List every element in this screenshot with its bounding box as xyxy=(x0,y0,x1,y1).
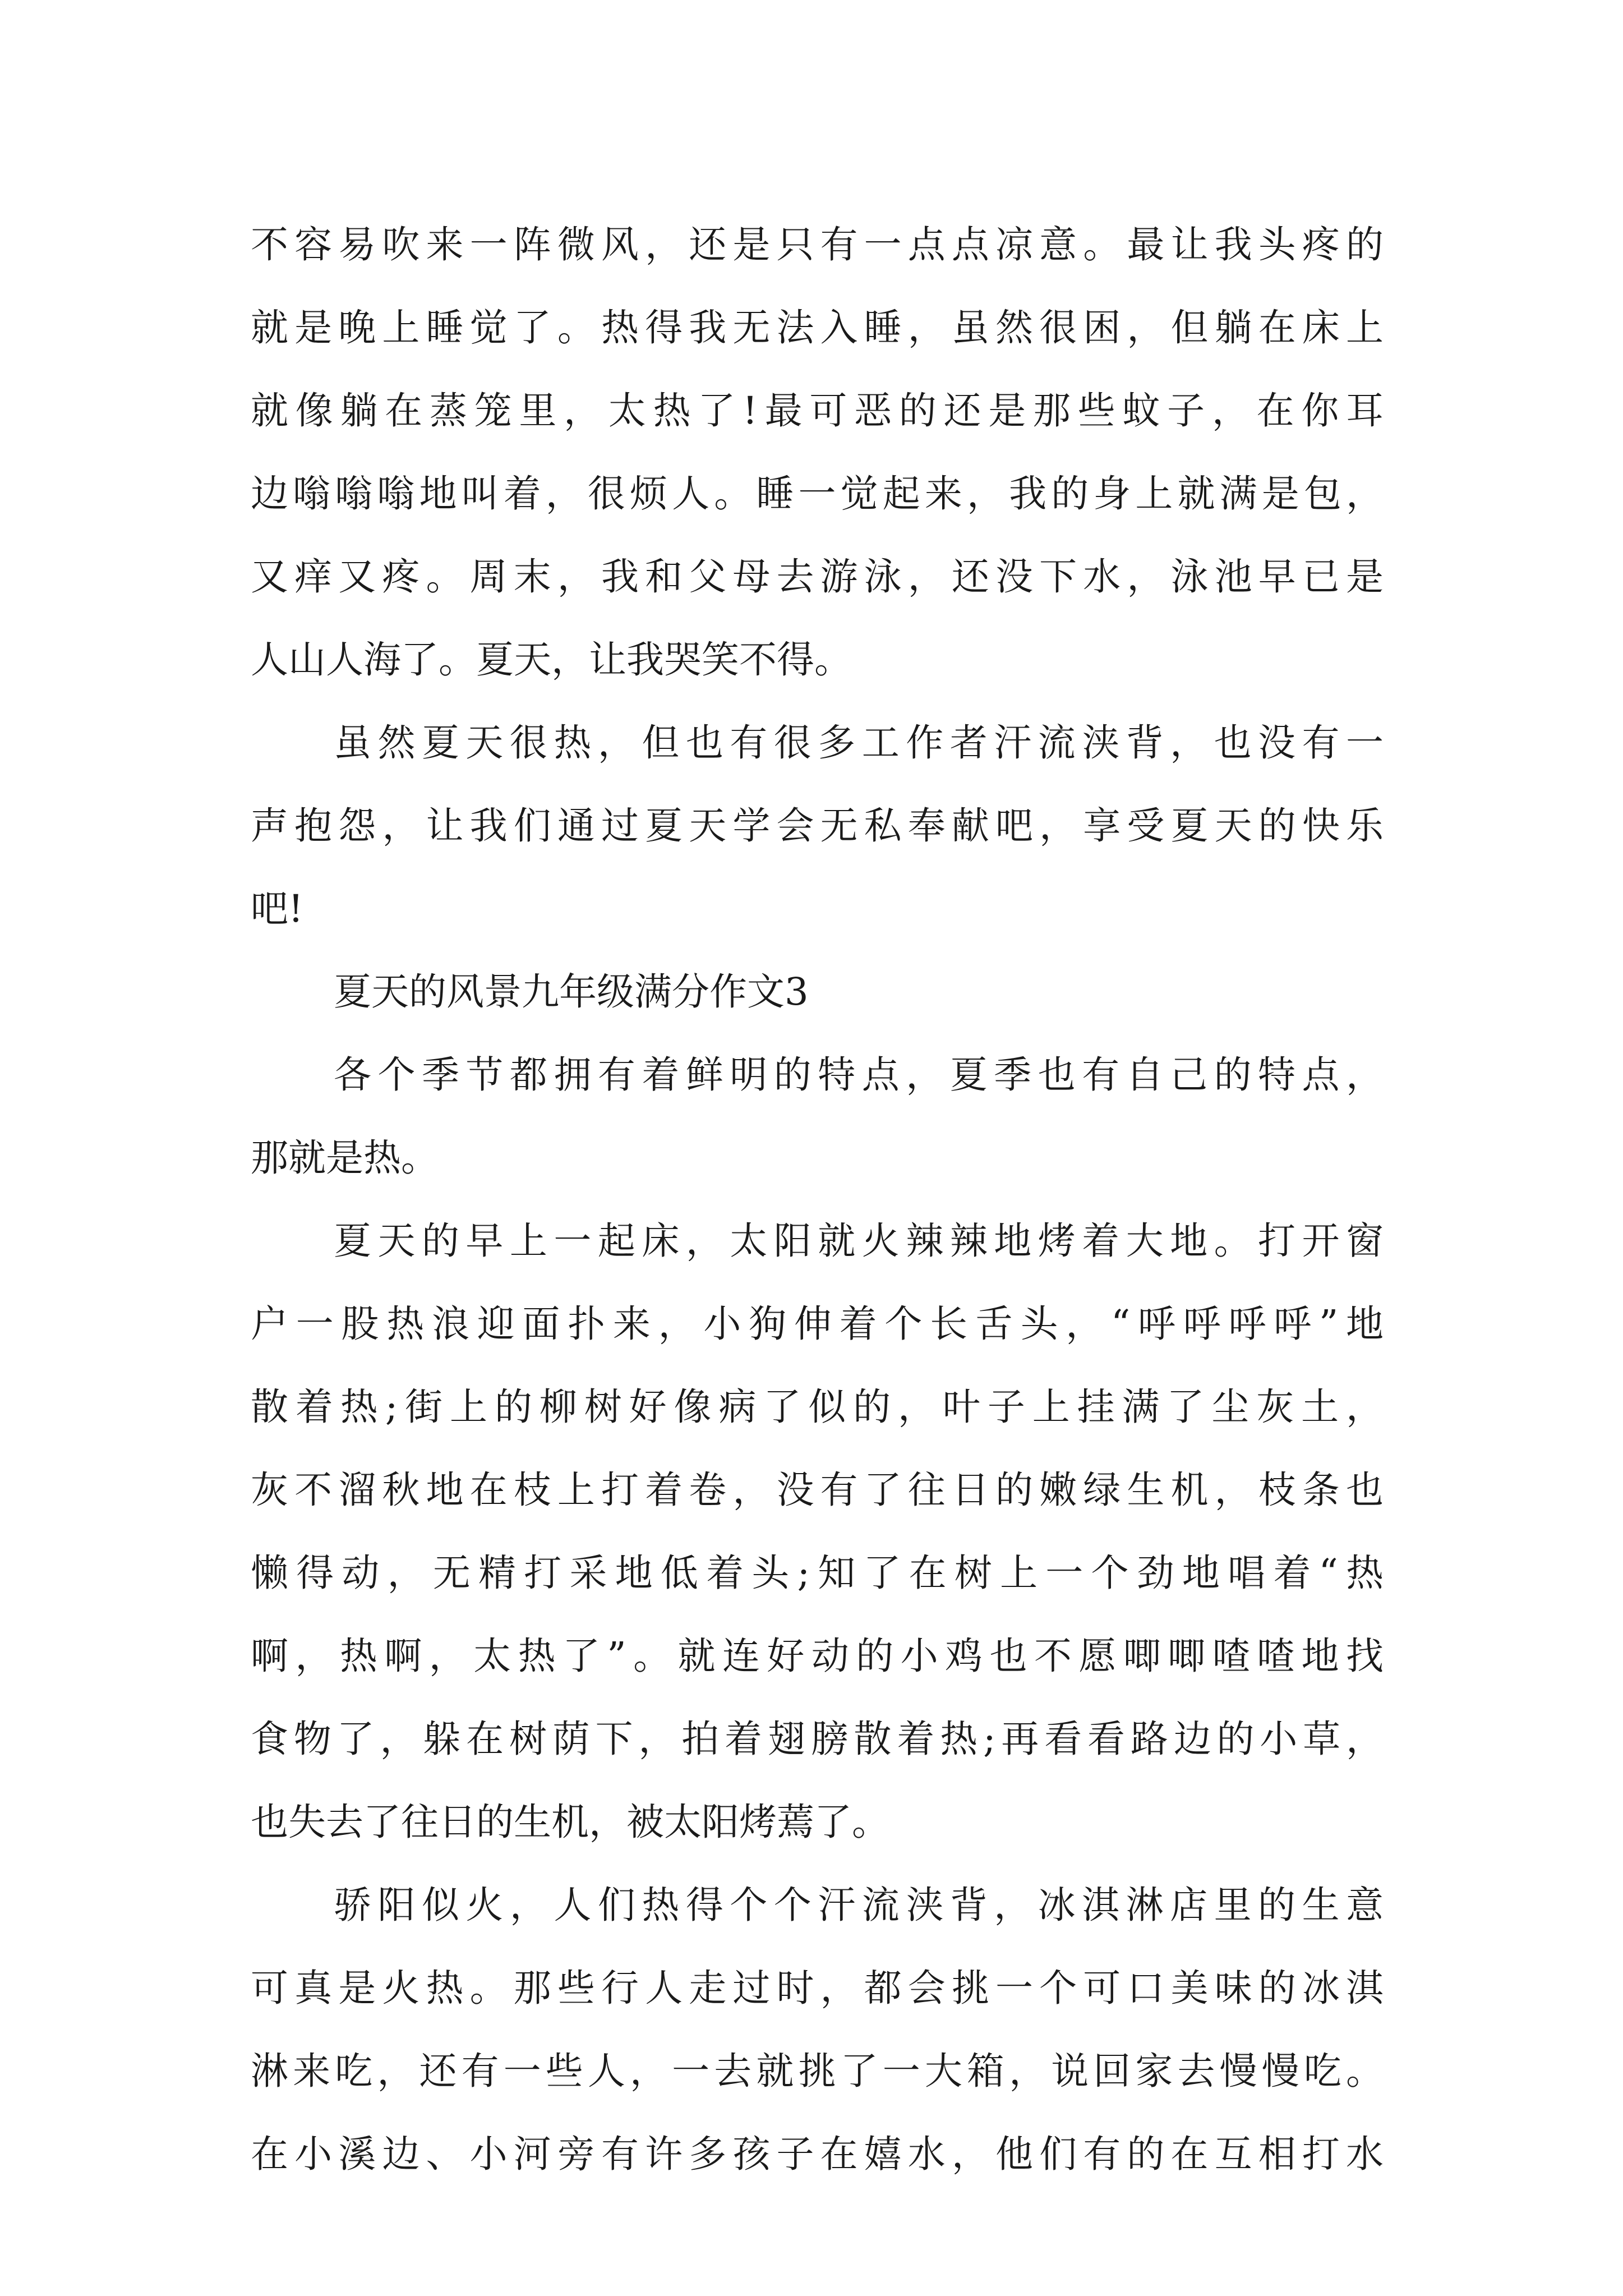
text-line: 户一股热浪迎面扑来，小狗伸着个长舌头，“呼呼呼呼”地 xyxy=(251,1302,1384,1346)
text-line: 边嗡嗡嗡地叫着，很烦人。睡一觉起来，我的身上就满是包， xyxy=(251,472,1384,516)
text-line: 就像躺在蒸笼里，太热了!最可恶的还是那些蚊子，在你耳 xyxy=(251,389,1384,432)
text-line: 可真是火热。那些行人走过时，都会挑一个可口美味的冰淇 xyxy=(251,1966,1384,2010)
text-line: 又痒又疼。周末，我和父母去游泳，还没下水，泳池早已是 xyxy=(251,555,1384,599)
text-line: 声抱怨，让我们通过夏天学会无私奉献吧，享受夏天的快乐 xyxy=(251,804,1384,848)
section-title: 夏天的风景九年级满分作文3 xyxy=(334,970,809,1014)
text-line: 吧! xyxy=(251,887,303,931)
text-line: 懒得动，无精打采地低着头;知了在树上一个劲地唱着“热 xyxy=(251,1551,1384,1595)
text-line: 啊，热啊，太热了”。就连好动的小鸡也不愿唧唧喳喳地找 xyxy=(251,1634,1384,1678)
text-line: 灰不溜秋地在枝上打着卷，没有了往日的嫩绿生机，枝条也 xyxy=(251,1468,1384,1512)
text-line: 在小溪边、小河旁有许多孩子在嬉水，他们有的在互相打水 xyxy=(251,2132,1384,2176)
paragraph-first-line: 虽然夏天很热，但也有很多工作者汗流浃背，也没有一 xyxy=(334,721,1384,765)
document-body xyxy=(251,203,1384,2196)
paragraph-first-line: 各个季节都拥有着鲜明的特点，夏季也有自己的特点， xyxy=(334,1053,1384,1097)
text-line: 人山人海了。夏天，让我哭笑不得。 xyxy=(251,638,852,682)
paragraph-first-line: 骄阳似火，人们热得个个汗流浃背，冰淇淋店里的生意 xyxy=(334,1883,1384,1927)
text-line: 淋来吃，还有一些人，一去就挑了一大箱，说回家去慢慢吃。 xyxy=(251,2049,1384,2093)
text-line: 食物了，躲在树荫下，拍着翅膀散着热;再看看路边的小草， xyxy=(251,1717,1384,1761)
text-line: 散着热;街上的柳树好像病了似的，叶子上挂满了尘灰土， xyxy=(251,1385,1384,1429)
text-line: 也失去了往日的生机，被太阳烤蔫了。 xyxy=(251,1800,889,1844)
text-line: 那就是热。 xyxy=(251,1136,439,1180)
text-line: 就是晚上睡觉了。热得我无法入睡，虽然很困，但躺在床上 xyxy=(251,306,1384,349)
text-line: 不容易吹来一阵微风，还是只有一点点凉意。最让我头疼的 xyxy=(251,223,1384,266)
paragraph-first-line: 夏天的早上一起床，太阳就火辣辣地烤着大地。打开窗 xyxy=(334,1219,1384,1263)
